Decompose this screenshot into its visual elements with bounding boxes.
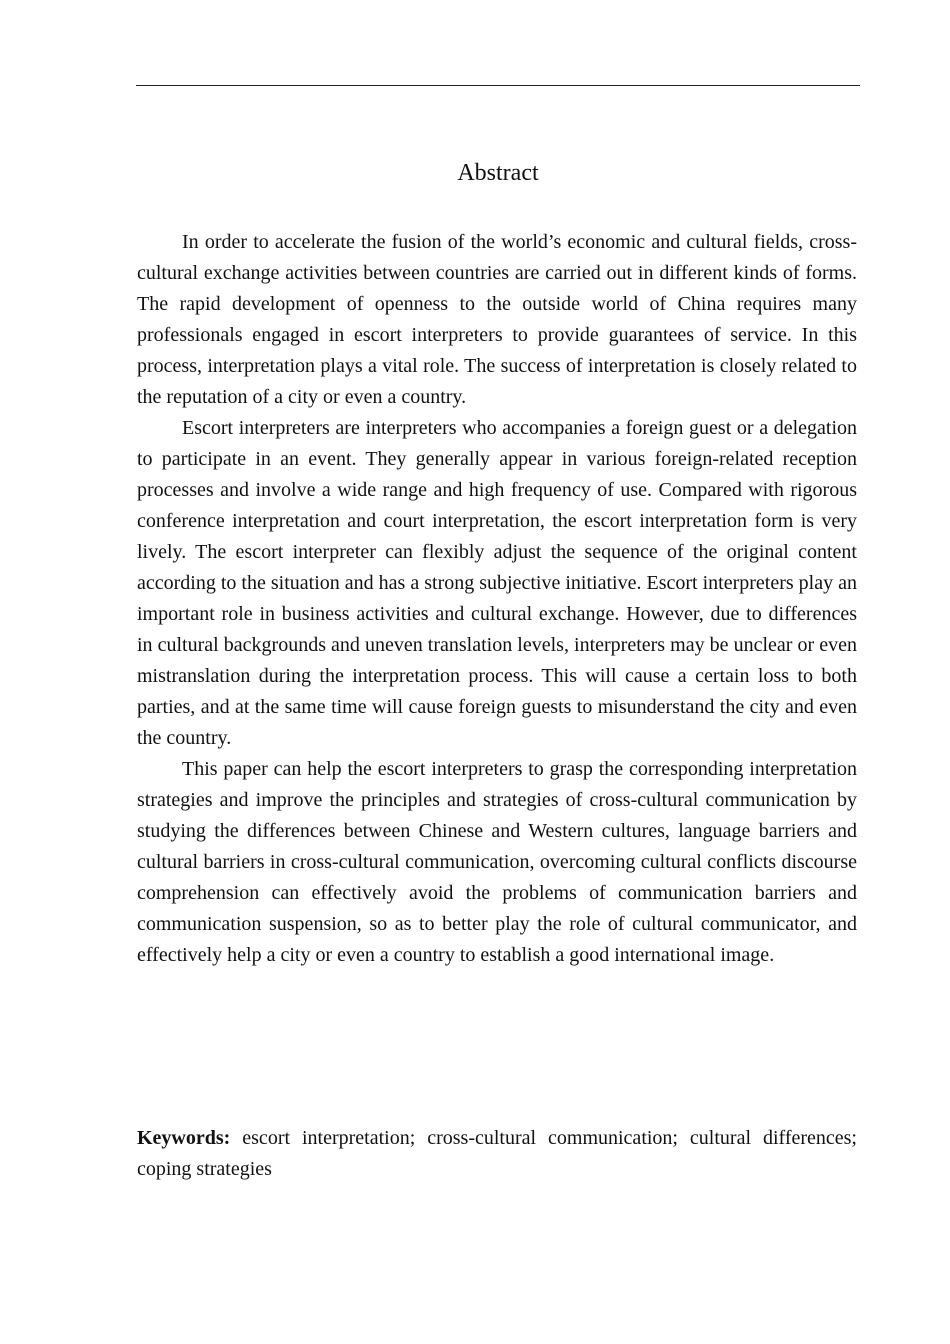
abstract-paragraph-1: In order to accelerate the fusion of the world’s economic and cultural fields, cross-cultural exchange activities between countries are carried out in different kinds of forms. The rapid development of openness to the outside world of China requires many professionals engaged in escort interpreters to provide guarantees of service. In this process, interpretation plays a vital role. The success of interpretation is closely related to the reputation of a city or even a country. <box>137 231 857 408</box>
keywords-label: Keywords: <box>137 1127 231 1149</box>
keywords-line <box>137 1123 857 1185</box>
abstract-title: Abstract <box>457 160 539 186</box>
abstract-paragraph-2: Escort interpreters are interpreters who accompanies a foreign guest or a delegation to participate in an event. They generally appear in various foreign-related reception processes and involve a wide range and high frequency of use. Compared with rigorous conference interpretation and court interpretation, the escort interpretation form is very lively. The escort interpreter can flexibly adjust the sequence of the original content according to the situation and has a strong subjective initiative. Escort interpreters play an important role in business activities and cultural exchange. However, due to differences in cultural backgrounds and uneven translation levels, interpreters may be unclear or even mistranslation during the interpretation process. This will cause a certain loss to both parties, and at the same time will cause foreign guests to misunderstand the city and even the country. <box>137 417 857 749</box>
abstract-body <box>137 227 857 971</box>
abstract-paragraph-3: This paper can help the escort interpreters to grasp the corresponding interpretation strategies and improve the principles and strategies of cross-cultural communication by studying the differences between Chinese and Western cultures, language barriers and cultural barriers in cross-cultural communication, overcoming cultural conflicts discourse comprehension can effectively avoid the problems of communication barriers and communication suspension, so as to better play the role of cultural communicator, and effectively help a city or even a country to establish a good international image. <box>137 758 857 966</box>
header-rule <box>136 85 860 86</box>
keywords-text: escort interpretation; cross-cultural communication; cultural differences; coping strategies <box>137 1127 857 1180</box>
